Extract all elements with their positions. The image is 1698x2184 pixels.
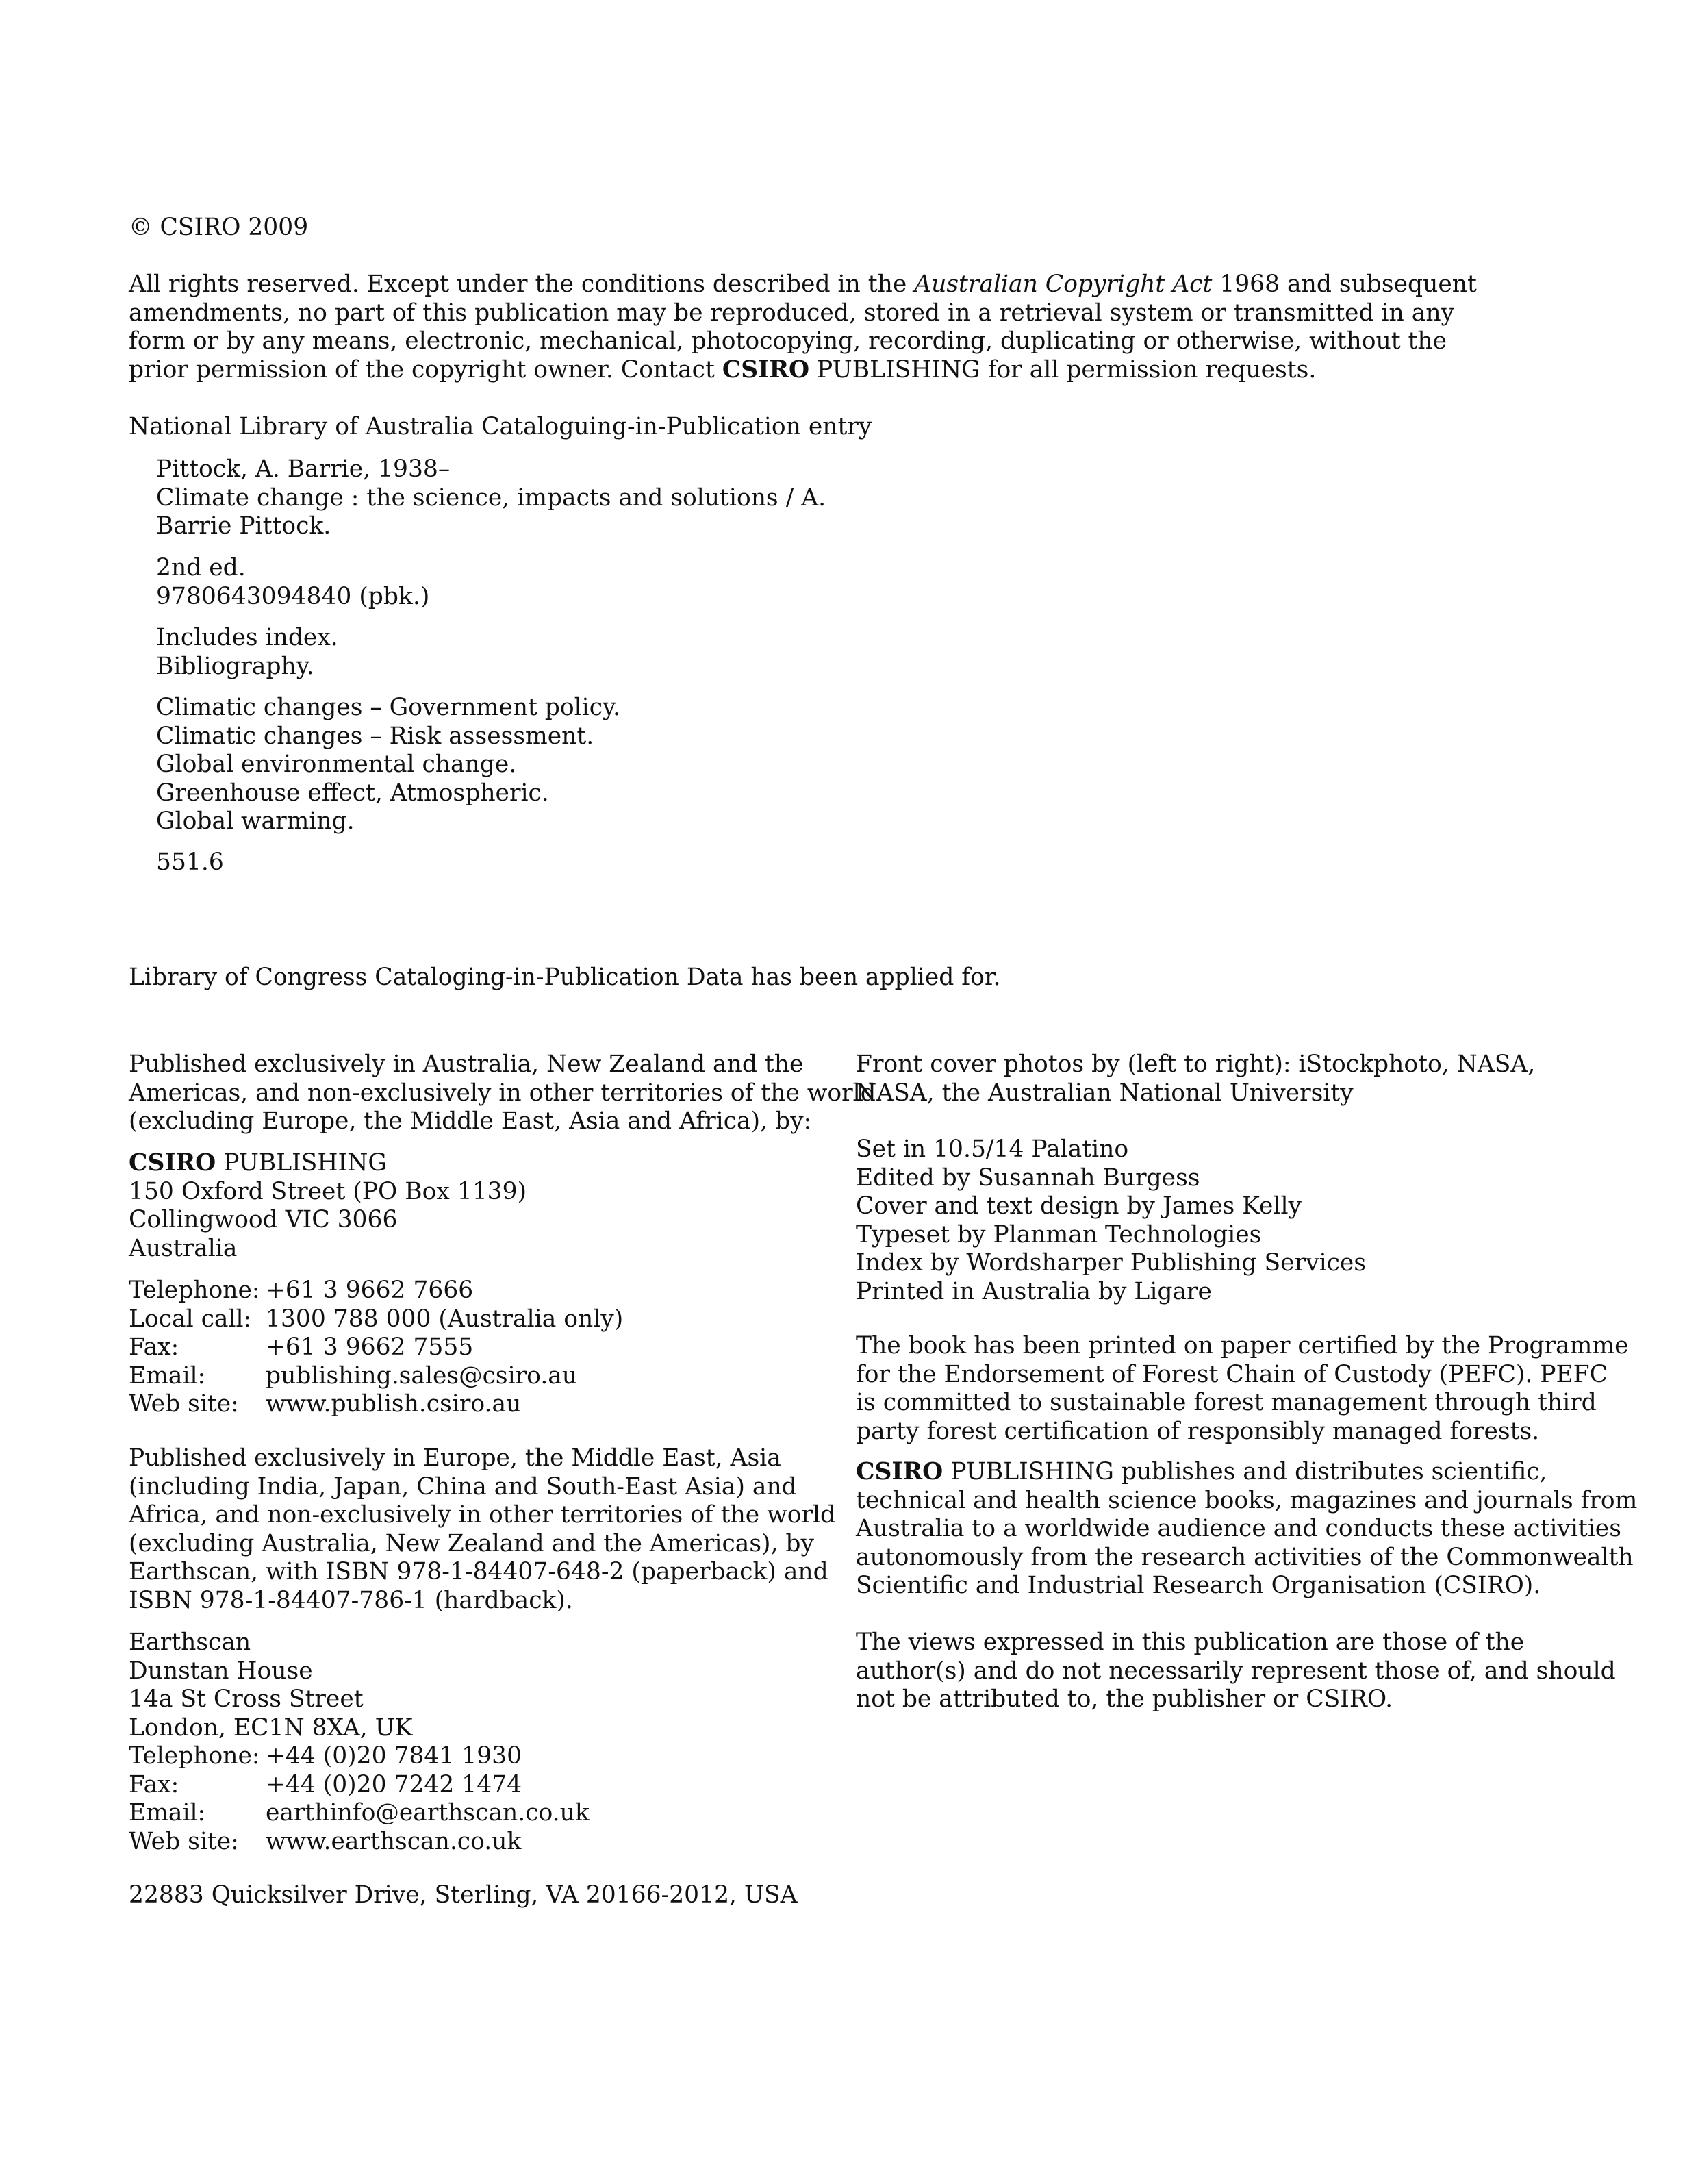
contact-fax: Fax: +61 3 9662 7555 — [129, 1333, 474, 1361]
earthscan-telephone: Telephone: +44 (0)20 7841 1930 — [129, 1742, 522, 1770]
website-link[interactable]: www.earthscan.co.uk — [266, 1827, 522, 1855]
about-line: Australia to a worldwide audience and conducts these activities — [856, 1515, 1621, 1542]
europe-line: Earthscan, with ISBN 978-1-84407-648-2 (paperback) and — [129, 1558, 828, 1585]
views-line: author(s) and do not necessarily represent those of, and should — [856, 1657, 1616, 1685]
about-line: CSIRO PUBLISHING publishes and distributes scientific, — [856, 1458, 1547, 1485]
contact-local-call: Local call: 1300 788 000 (Australia only) — [129, 1305, 624, 1333]
csiro-publishing-address — [129, 1149, 527, 1263]
subject-line: Greenhouse effect, Atmospheric. — [156, 779, 549, 807]
note-line: Includes index. — [156, 624, 338, 651]
edition-line: 2nd ed. — [156, 554, 246, 581]
left-intro — [129, 1051, 876, 1136]
address-line: Collingwood VIC 3066 — [129, 1206, 398, 1233]
email-link[interactable]: publishing.sales@csiro.au — [266, 1361, 578, 1390]
cover-line: Front cover photos by (left to right): iStockphoto, NASA, — [856, 1051, 1536, 1078]
paper-line: The book has been printed on paper certified by the Programme — [856, 1332, 1629, 1359]
address-line: London, EC1N 8XA, UK — [129, 1714, 413, 1742]
rights-line-1: All rights reserved. Except under the conditions described in the Australian Copyright Act 1968 and subsequent — [129, 271, 1477, 298]
nla-entry — [156, 455, 826, 541]
subject-line: Climatic changes – Government policy. — [156, 694, 620, 721]
address-line: 14a St Cross Street — [129, 1685, 364, 1713]
csiro-bold: CSIRO — [722, 355, 810, 384]
earthscan-email: Email: earthinfo@earthscan.co.uk — [129, 1799, 590, 1827]
nla-notes — [156, 624, 338, 681]
contact-email: Email: publishing.sales@csiro.au — [129, 1361, 578, 1390]
credit-line: Set in 10.5/14 Palatino — [856, 1135, 1129, 1163]
nla-classification: 551.6 — [156, 849, 224, 876]
paper-line: for the Endorsement of Forest Chain of Custody (PEFC). PEFC — [856, 1360, 1608, 1388]
csiro-contacts — [129, 1277, 623, 1419]
publisher-name: CSIRO PUBLISHING — [129, 1149, 387, 1177]
cover-credits — [856, 1051, 1535, 1107]
about-line: Scientific and Industrial Research Organisation (CSIRO). — [856, 1572, 1541, 1599]
intro-line: Americas, and non-exclusively in other territories of the world — [129, 1079, 876, 1107]
earthscan-fax: Fax: +44 (0)20 7242 1474 — [129, 1770, 522, 1798]
address-line: Dunstan House — [129, 1657, 313, 1685]
europe-paragraph — [129, 1444, 835, 1615]
nla-subjects — [156, 694, 620, 836]
nla-entry-line: Barrie Pittock. — [156, 512, 331, 540]
subject-line: Global environmental change. — [156, 751, 517, 778]
copyright-line — [129, 214, 308, 242]
nla-edition — [156, 554, 429, 611]
views-line: The views expressed in this publication are those of the — [856, 1629, 1525, 1656]
credit-line: Edited by Susannah Burgess — [856, 1164, 1200, 1192]
address-line: Earthscan — [129, 1629, 251, 1656]
contact-website: Web site: www.publish.csiro.au — [129, 1390, 522, 1418]
rights-line-3: form or by any means, electronic, mechanical, photocopying, recording, duplicating or otherwise, without the — [129, 327, 1447, 355]
nla-heading: National Library of Australia Cataloguing-in-Publication entry — [129, 413, 872, 440]
copyright-text: © CSIRO 2009 — [129, 214, 309, 241]
subject-line: Climatic changes – Risk assessment. — [156, 722, 594, 750]
intro-line: (excluding Europe, the Middle East, Asia and Africa), by: — [129, 1107, 812, 1135]
paper-line: party forest certification of responsibly managed forests. — [856, 1417, 1540, 1445]
europe-line: (including India, Japan, China and South-East Asia) and — [129, 1472, 797, 1501]
rights-paragraph — [129, 271, 1477, 384]
europe-line: (excluding Australia, New Zealand and the Americas), by — [129, 1529, 815, 1557]
credit-line: Cover and text design by James Kelly — [856, 1192, 1302, 1220]
credit-line: Typeset by Planman Technologies — [856, 1220, 1262, 1248]
subject-line: Global warming. — [156, 807, 355, 835]
act-title: Australian Copyright Act — [914, 271, 1213, 298]
credit-line: Printed in Australia by Ligare — [856, 1277, 1212, 1305]
europe-line: ISBN 978-1-84407-786-1 (hardback). — [129, 1586, 573, 1614]
about-paragraph — [856, 1458, 1637, 1601]
website-link[interactable]: www.publish.csiro.au — [266, 1390, 522, 1418]
europe-line: Published exclusively in Europe, the Middle East, Asia — [129, 1444, 781, 1472]
us-address: 22883 Quicksilver Drive, Sterling, VA 20166-2012, USA — [129, 1881, 798, 1909]
paper-line: is committed to sustainable forest management through third — [856, 1389, 1597, 1416]
paper-paragraph — [856, 1332, 1629, 1446]
earthscan-website: Web site: www.earthscan.co.uk — [129, 1827, 522, 1855]
credit-line: Index by Wordsharper Publishing Services — [856, 1249, 1367, 1277]
rights-line-4: prior permission of the copyright owner. Contact CSIRO PUBLISHING for all permission requests. — [129, 355, 1317, 384]
views-paragraph — [856, 1629, 1616, 1714]
address-line: Australia — [129, 1234, 238, 1262]
about-line: autonomously from the research activities of the Commonwealth — [856, 1543, 1634, 1571]
nla-entry-line: Pittock, A. Barrie, 1938– — [156, 455, 451, 483]
rights-line-2: amendments, no part of this publication may be reproduced, stored in a retrieval system or transmitted in any — [129, 299, 1455, 327]
production-credits — [856, 1135, 1366, 1306]
email-link[interactable]: earthinfo@earthscan.co.uk — [266, 1799, 590, 1827]
address-line: 150 Oxford Street (PO Box 1139) — [129, 1177, 527, 1205]
intro-line: Published exclusively in Australia, New Zealand and the — [129, 1051, 804, 1078]
europe-line: Africa, and non-exclusively in other territories of the world — [129, 1501, 836, 1529]
contact-telephone: Telephone: +61 3 9662 7666 — [129, 1277, 474, 1304]
earthscan-address — [129, 1629, 590, 1856]
note-line: Bibliography. — [156, 652, 314, 680]
isbn-line: 9780643094840 (pbk.) — [156, 582, 430, 610]
cover-line: NASA, the Australian National University — [856, 1079, 1354, 1107]
nla-entry-line: Climate change : the science, impacts and solutions / A. — [156, 484, 826, 512]
about-line: technical and health science books, magazines and journals from — [856, 1486, 1638, 1514]
views-line: not be attributed to, the publisher or CSIRO. — [856, 1685, 1393, 1713]
loc-line: Library of Congress Cataloging-in-Publication Data has been applied for. — [129, 964, 1001, 991]
